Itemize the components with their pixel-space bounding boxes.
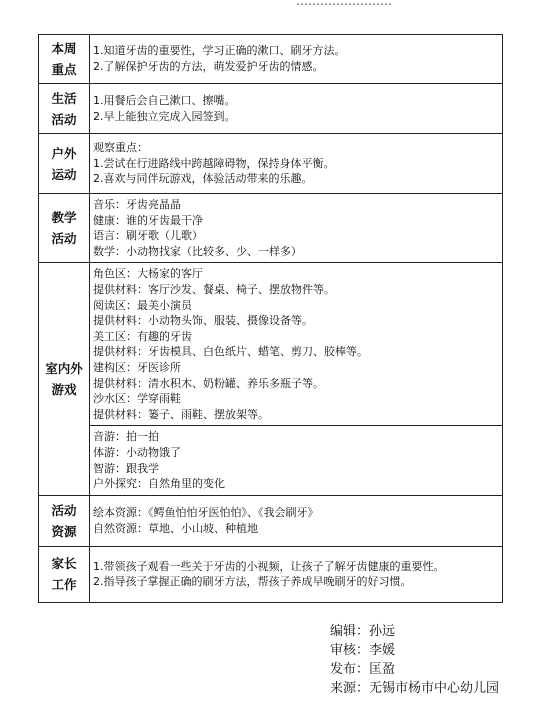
content-line: 提供材料：小动物头饰、服装、摄像设备等。 [93, 314, 313, 328]
content-line: 建构区：牙医诊所 [93, 360, 181, 374]
content-line: 美工区：有趣的牙齿 [93, 329, 192, 343]
source-credit: 来源：无锡市杨市中心幼儿园 [330, 681, 500, 696]
label-line: 室内外 [45, 361, 83, 377]
row-label-outdoor [39, 134, 90, 194]
table-row-games [39, 263, 503, 495]
label-line: 本周 [51, 41, 77, 56]
row-content-resources [90, 495, 503, 546]
label-line: 活动 [51, 502, 77, 518]
content-line: 语言：刷牙歌（儿歌） [93, 229, 203, 243]
content-line: 提供材料：篓子、雨鞋、摆放架等。 [93, 407, 269, 421]
content-line: 角色区：大杨家的客厅 [93, 267, 203, 281]
label-line: 活动 [51, 111, 77, 127]
label-line: 家长 [51, 556, 77, 572]
content-line: 2.喜欢与同伴玩游戏，体验活动带来的乐趣。 [93, 172, 313, 186]
label-line: 游戏 [51, 382, 77, 398]
cropped-header-text: …………………… [296, 0, 392, 8]
weekly-plan-table [38, 34, 503, 603]
content-line: 健康：谁的牙齿最干净 [93, 213, 203, 227]
credits-footer [330, 622, 499, 698]
row-content-games [90, 263, 503, 495]
content-line: 1.知道牙齿的重要性，学习正确的漱口、刷牙方法。 [93, 44, 346, 58]
row-label-focus [39, 35, 90, 84]
content-line: 自然资源：草地、小山坡、种植地 [93, 521, 258, 535]
label-line: 活动 [51, 231, 77, 247]
content-line: 2.早上能独立完成入园签到。 [93, 109, 236, 123]
row-label-daily-life [39, 84, 90, 134]
content-line: 提供材料：牙齿模具、白色纸片、蜡笔、剪刀、胶棒等。 [93, 345, 368, 359]
label-line: 资源 [51, 523, 77, 539]
row-content-teaching [90, 194, 503, 263]
content-line: 户外探究：自然角里的变化 [93, 477, 225, 491]
content-line: 1.用餐后会自己漱口、擦嘴。 [93, 93, 236, 107]
content-line: 提供材料：清水积木、奶粉罐、养乐多瓶子等。 [93, 376, 324, 390]
content-line: 1.带领孩子观看一些关于牙齿的小视频，让孩子了解牙齿健康的重要性。 [93, 559, 445, 573]
row-content-focus [90, 35, 503, 84]
label-line: 重点 [51, 62, 77, 77]
publisher-credit: 发布：匡盈 [330, 662, 396, 677]
editor-credit: 编辑：孙远 [330, 624, 396, 639]
table-row-resources [39, 495, 503, 546]
content-line: 观察重点： [93, 141, 148, 155]
label-line: 生活 [51, 90, 77, 106]
table-row-teaching [39, 194, 503, 263]
content-line: 2.指导孩子掌握正确的刷牙方法，帮孩子养成早晚刷牙的好习惯。 [93, 575, 412, 589]
content-line: 沙水区：学穿雨鞋 [93, 392, 181, 406]
table-row-daily-life [39, 84, 503, 134]
label-line: 户外 [51, 145, 77, 161]
table-row-parents [39, 546, 503, 602]
table-row-outdoor [39, 134, 503, 194]
row-content-outdoor [90, 134, 503, 194]
label-line: 运动 [51, 166, 77, 182]
row-label-parents [39, 546, 90, 602]
content-line: 2.了解保护牙齿的方法，萌发爱护牙齿的情感。 [93, 60, 324, 73]
table-row-focus [39, 35, 503, 84]
content-line: 体游：小动物饿了 [93, 445, 181, 459]
content-line: 数学：小动物找家（比较多、少、一样多） [93, 244, 302, 258]
content-line: 智游：跟我学 [93, 461, 159, 475]
reviewer-credit: 审核：李媛 [330, 643, 396, 658]
content-line: 阅读区：最美小演员 [93, 298, 192, 312]
label-line: 教学 [51, 210, 77, 226]
row-label-teaching [39, 194, 90, 263]
row-label-games [39, 263, 90, 495]
row-label-resources [39, 495, 90, 546]
row-content-parents [90, 546, 503, 602]
label-line: 工作 [51, 577, 77, 593]
games-outdoor-subsection [90, 425, 502, 491]
content-line: 音乐：牙齿亮晶晶 [93, 198, 181, 211]
content-line: 绘本资源：《鳄鱼怕怕牙医怕怕》、《我会刷牙》 [93, 506, 319, 520]
content-line: 提供材料：客厅沙发、餐桌、椅子、摆放物件等。 [93, 282, 335, 296]
row-content-daily-life [90, 84, 503, 134]
content-line: 音游：拍一拍 [93, 430, 159, 444]
content-line: 1.尝试在行进路线中跨越障碍物，保持身体平衡。 [93, 156, 335, 170]
